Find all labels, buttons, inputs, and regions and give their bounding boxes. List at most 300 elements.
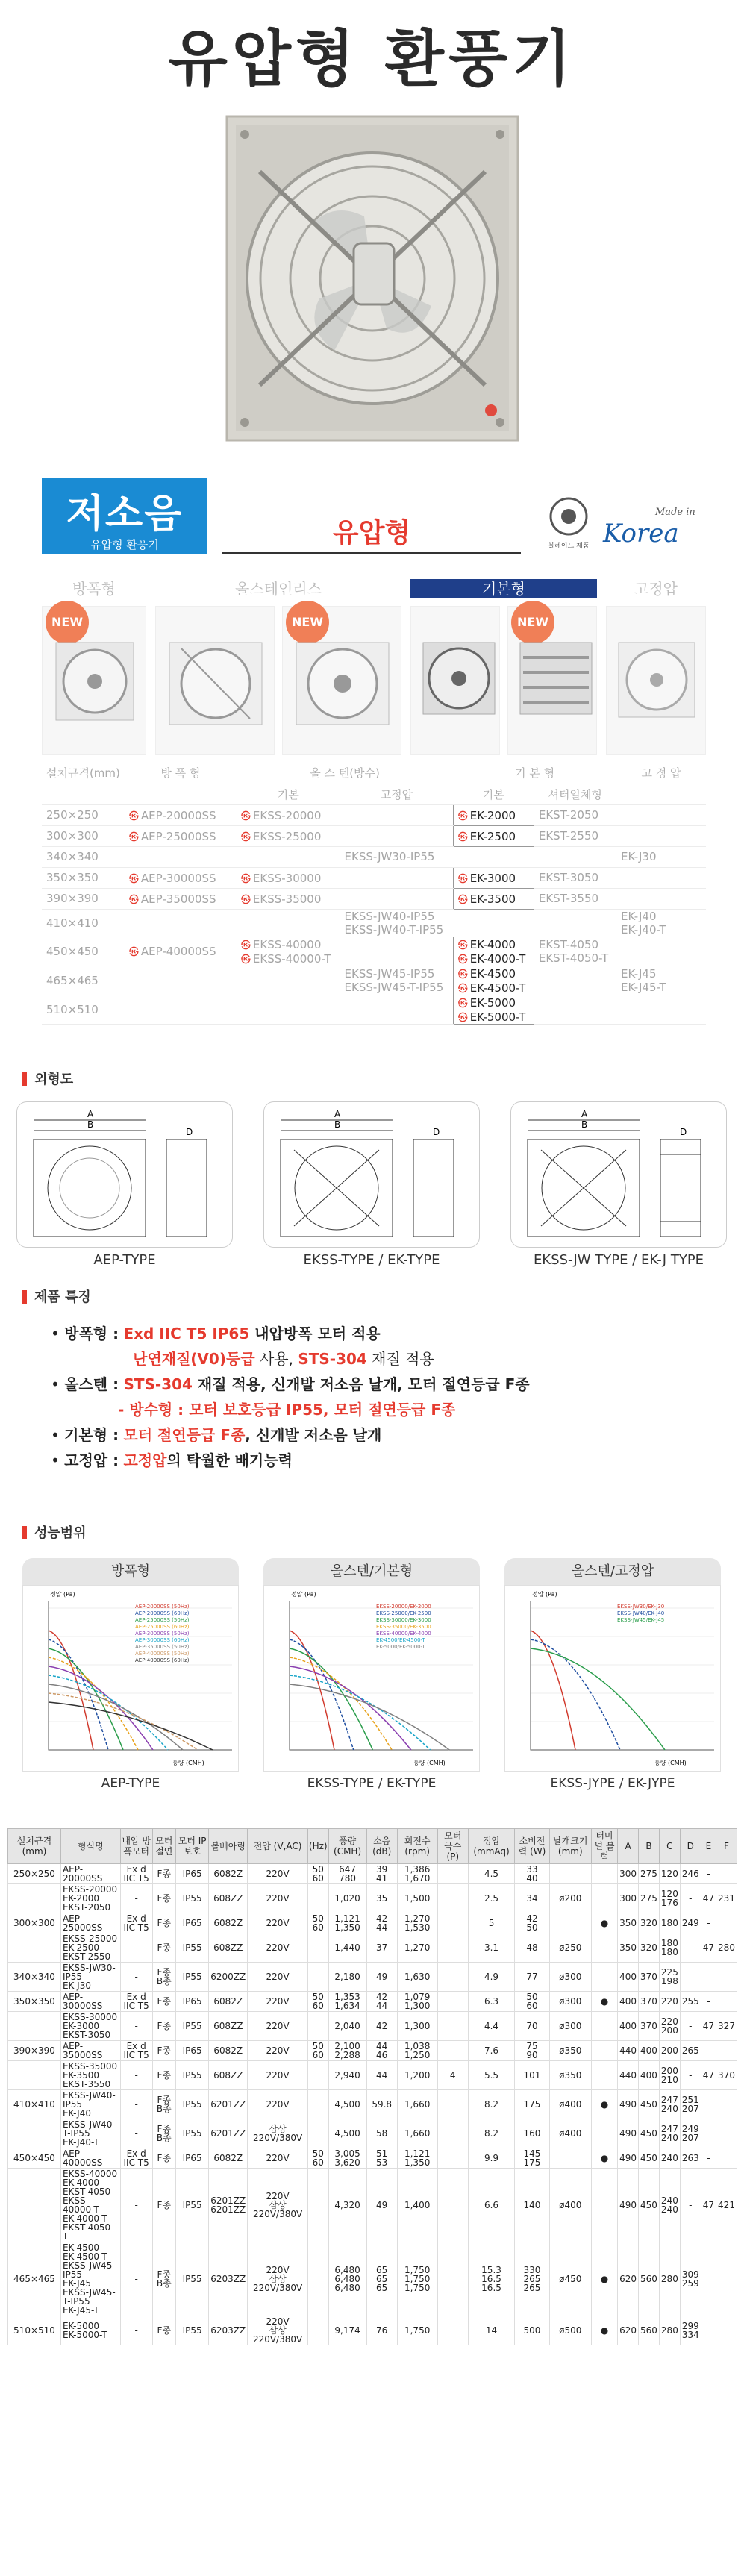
grid-cell — [340, 937, 454, 966]
category-stainless: 올스테인리스 — [235, 580, 322, 598]
spec-cell — [8, 2169, 61, 2242]
spec-row — [8, 1963, 737, 1992]
spec-cell-text: EK-J45 — [62, 2278, 91, 2289]
explosion-mark-icon: ㉿ — [240, 894, 251, 906]
series-curve — [290, 1684, 449, 1750]
explosion-mark-icon: ㉿ — [457, 983, 468, 995]
spec-cell-text: 450 — [640, 2153, 657, 2163]
spec-cell — [152, 2012, 175, 2041]
spec-cell-text: F종 — [157, 1869, 172, 1879]
series-curve — [531, 1648, 665, 1750]
spec-cell — [248, 2119, 308, 2148]
spec-cell — [307, 2061, 328, 2090]
spec-cell — [701, 2169, 716, 2242]
product-card-ekj — [606, 606, 706, 755]
spec-row — [8, 2041, 737, 2061]
dim-caption-aep: AEP-TYPE — [93, 1252, 156, 1268]
spec-cell-text: 255 — [681, 1996, 699, 2007]
spec-cell — [152, 1913, 175, 1933]
spec-cell-text: ● — [600, 2099, 609, 2110]
spec-cell — [515, 1913, 550, 1933]
spec-cell — [468, 1992, 514, 2012]
spec-cell — [397, 2119, 437, 2148]
spec-cell — [248, 2041, 308, 2061]
spec-cell-text: F종 — [157, 2095, 172, 2105]
spec-cell — [209, 2148, 248, 2169]
spec-cell — [328, 1884, 366, 1913]
spec-cell — [307, 1933, 328, 1963]
spec-cell-text: 220V — [266, 2153, 290, 2163]
spec-cell-text: 220V — [266, 2045, 290, 2056]
spec-cell-text: 370 — [640, 1996, 657, 2007]
spec-cell — [8, 2148, 61, 2169]
spec-cell — [120, 2119, 152, 2148]
spec-cell — [366, 2169, 397, 2242]
spec-cell — [639, 1992, 660, 2012]
spec-cell — [120, 1992, 152, 2012]
spec-cell-text: ø300 — [559, 1996, 582, 2007]
spec-cell — [468, 2148, 514, 2169]
spec-cell-text: 220V — [266, 1918, 290, 1928]
spec-cell — [680, 1992, 701, 2012]
spec-cell-text: 47 — [702, 2021, 715, 2031]
explosion-mark-icon: ㉿ — [128, 810, 139, 822]
grid-cell-text: AEP-40000SS — [140, 945, 216, 958]
spec-cell-text: 1,660 — [404, 2128, 431, 2139]
spec-cell — [591, 1963, 617, 1992]
explosion-mark-icon: ㉿ — [457, 969, 468, 981]
spec-cell — [8, 2242, 61, 2316]
spec-cell-text: EKST-3050 — [62, 2030, 111, 2040]
spec-cell-text: 삼상220V/380V — [252, 2200, 303, 2219]
spec-cell — [701, 1933, 716, 1963]
grid-cell — [616, 825, 706, 846]
spec-cell — [659, 2169, 680, 2242]
spec-cell — [716, 1913, 737, 1933]
spec-cell — [468, 2242, 514, 2316]
dim-drawing-ekss — [263, 1101, 480, 1248]
spec-cell — [437, 1913, 468, 1933]
spec-cell-text: 220V — [266, 1972, 290, 1982]
spec-cell — [175, 2169, 208, 2242]
spec-cell — [701, 1913, 716, 1933]
spec-header: 정압 (mmAq) — [468, 1829, 514, 1864]
spec-cell-text: 440 — [619, 2045, 637, 2056]
spec-cell — [8, 1963, 61, 1992]
spec-cell-text: 5.5 — [484, 2070, 499, 2081]
spec-cell-text: 1,121 — [334, 1913, 360, 1924]
spec-cell — [716, 1864, 737, 1884]
series-curve — [290, 1666, 411, 1750]
legend-entry: EK-5000/EK-5000-T — [376, 1644, 425, 1650]
spec-cell-text: 180 — [660, 1947, 678, 1957]
spec-cell-text: 70 — [526, 2021, 538, 2031]
product-card-ekss — [155, 606, 275, 755]
grid-cell — [237, 825, 340, 846]
x-axis-label: 풍량 (CMH) — [413, 1760, 446, 1766]
grid-cell — [616, 937, 706, 966]
feature-explosion: • 방폭형 : Exd IIC T5 IP65 내압방폭 모터 적용 — [51, 1325, 381, 1342]
spec-cell-text: 247 — [660, 2124, 678, 2134]
spec-cell-text: ø400 — [559, 2128, 582, 2139]
grid-row — [42, 966, 706, 995]
grid-cell-text: EK-5000-T — [469, 1010, 526, 1024]
grid-cell — [237, 867, 340, 888]
spec-cell-text: 40 — [526, 1873, 538, 1883]
spec-cell-text: ● — [600, 2325, 609, 2336]
grid-row — [42, 937, 706, 966]
grid-cell — [340, 804, 454, 825]
spec-cell-text: 250×250 — [13, 1869, 55, 1879]
spec-cell-text: 400 — [619, 1996, 637, 2007]
feature-highlight: STS-304 — [123, 1375, 193, 1393]
spec-cell — [120, 1933, 152, 1963]
spec-cell — [175, 2090, 208, 2119]
spec-cell — [8, 1992, 61, 2012]
spec-cell — [618, 2148, 639, 2169]
spec-cell-text: 200 — [660, 2066, 678, 2076]
spec-cell-text: ø200 — [559, 1893, 582, 1904]
spec-cell — [549, 2169, 591, 2242]
spec-cell — [397, 2242, 437, 2316]
grid-cell — [237, 888, 340, 909]
spec-cell-text: 33 — [526, 1864, 538, 1875]
spec-cell-text: 608ZZ — [213, 2070, 243, 2081]
spec-cell-text: 145 — [523, 2148, 541, 2159]
spec-cell — [397, 1864, 437, 1884]
spec-cell — [468, 1913, 514, 1933]
spec-cell-text: 120 — [660, 1869, 678, 1879]
spec-cell-text: 42 — [526, 1913, 538, 1924]
legend-entry: EKSS-30000/EK-3000 — [376, 1617, 431, 1623]
spec-cell — [328, 2041, 366, 2061]
spec-cell-text: 6201ZZ — [210, 2195, 246, 2206]
fan-thumb-icon — [53, 628, 137, 740]
feature-text: 재질 적용 — [366, 1350, 434, 1368]
spec-cell — [209, 1913, 248, 1933]
spec-cell-text: AEP-25000SS — [62, 1913, 103, 1933]
spec-cell-text: 1,660 — [404, 2099, 431, 2110]
grid-cell — [453, 966, 534, 995]
spec-cell — [515, 2169, 550, 2242]
spec-cell — [175, 2119, 208, 2148]
spec-cell — [591, 1992, 617, 2012]
spec-cell-text: 309 — [681, 2269, 699, 2280]
spec-cell-text: 60 — [312, 2157, 324, 2168]
spec-cell — [397, 2169, 437, 2242]
svg-text:A: A — [334, 1109, 341, 1119]
grid-cell-text: EK-2500 — [469, 829, 516, 843]
series-curve — [531, 1639, 620, 1750]
grid-cell-text: AEP-35000SS — [140, 892, 216, 906]
spec-cell — [515, 1864, 550, 1884]
grid-cell — [237, 937, 340, 966]
spec-cell — [397, 1913, 437, 1933]
spec-cell-text: 280 — [718, 1942, 735, 1953]
feature-stainless: • 올스텐 : STS-304 재질 적용, 신개발 저소음 날개, 모터 절연등급 F종 — [51, 1375, 530, 1393]
spec-cell — [437, 2012, 468, 2041]
spec-cell-text: F종 — [157, 1893, 172, 1904]
spec-cell-text: 1,250 — [404, 2050, 431, 2060]
spec-cell — [120, 1884, 152, 1913]
spec-cell-text: 3,005 — [334, 2148, 360, 2159]
spec-cell — [680, 2090, 701, 2119]
spec-cell — [680, 2012, 701, 2041]
spec-cell — [60, 1963, 120, 1992]
spec-cell — [248, 2090, 308, 2119]
spec-cell — [307, 1864, 328, 1884]
spec-cell-text: - — [134, 1942, 138, 1953]
spec-cell — [60, 1992, 120, 2012]
spec-cell — [701, 1884, 716, 1913]
spec-cell — [307, 2090, 328, 2119]
spec-cell-text: 6201ZZ — [210, 2204, 246, 2215]
spec-cell-text: EKSS-30000 — [62, 2012, 118, 2022]
spec-cell-text: 160 — [523, 2128, 541, 2139]
grid-cell — [125, 825, 237, 846]
spec-cell — [60, 1864, 120, 1884]
spec-cell-text: 6082Z — [213, 2045, 243, 2056]
legend-entry: EKSS-JW40/EK-J40 — [617, 1610, 665, 1616]
spec-cell-text: 50 — [312, 1864, 324, 1875]
spec-cell — [248, 2242, 308, 2316]
grid-cell — [125, 995, 237, 1024]
spec-cell-text: 75 — [526, 2041, 538, 2051]
spec-cell — [248, 2316, 308, 2345]
spec-cell — [366, 2012, 397, 2041]
spec-cell — [60, 2169, 120, 2242]
spec-cell-text: 450 — [640, 2128, 657, 2139]
spec-header: 모터 절연 — [152, 1829, 175, 1864]
spec-cell — [701, 2119, 716, 2148]
grid-sub-high: 고정압 — [340, 784, 454, 804]
spec-cell-text: Ex d IIC T5 — [123, 1864, 149, 1883]
spec-cell — [716, 1933, 737, 1963]
spec-cell — [549, 2119, 591, 2148]
spec-cell — [120, 2012, 152, 2041]
spec-cell-text: - — [707, 1918, 710, 1928]
spec-cell — [591, 2012, 617, 2041]
spec-row — [8, 2169, 737, 2242]
spec-cell-text: Ex d IIC T5 — [123, 2148, 149, 2168]
grid-cell-text: EKST-2550 — [538, 829, 599, 842]
spec-cell-text: 50 — [312, 2041, 324, 2051]
spec-cell-text: 4,500 — [334, 2099, 360, 2110]
spec-cell — [175, 2012, 208, 2041]
dim-caption-ekss: EKSS-TYPE / EK-TYPE — [303, 1252, 440, 1268]
performance-tab: 올스텐/고정압 — [504, 1558, 721, 1585]
spec-cell — [175, 2041, 208, 2061]
spec-cell — [366, 2061, 397, 2090]
grid-cell — [453, 804, 534, 825]
spec-cell-text: 15.3 — [481, 2265, 501, 2275]
series-curve — [49, 1675, 168, 1750]
spec-cell-text: - — [689, 1893, 693, 1904]
spec-cell — [659, 1992, 680, 2012]
spec-cell-text: 6,480 — [334, 2274, 360, 2284]
spec-cell-text: 2,100 — [334, 2041, 360, 2051]
spec-cell — [639, 2316, 660, 2345]
spec-cell-text: 370 — [640, 2021, 657, 2031]
spec-cell-text: - — [707, 1869, 710, 1879]
spec-cell-text: 48 — [526, 1942, 538, 1953]
spec-cell-text: - — [707, 2045, 710, 2056]
feature-text: 내압방폭 모터 적용 — [249, 1325, 381, 1342]
spec-cell-text: 200 — [660, 2045, 678, 2056]
spec-cell — [618, 2090, 639, 2119]
grid-cell — [616, 909, 706, 937]
performance-caption: AEP-TYPE — [101, 1776, 160, 1791]
spec-cell-text: 47 — [702, 1893, 715, 1904]
new-badge: NEW — [511, 601, 554, 644]
spec-cell — [152, 1963, 175, 1992]
spec-cell — [152, 2090, 175, 2119]
spec-cell-text: ø450 — [559, 2274, 582, 2284]
feature-highlight: STS-304 — [298, 1350, 367, 1368]
grid-cell — [534, 825, 616, 846]
spec-cell-text: IP65 — [182, 1996, 202, 2007]
spec-cell-text: 440 — [619, 2070, 637, 2081]
spec-cell-text: 1,200 — [404, 2070, 431, 2081]
spec-cell — [680, 2169, 701, 2242]
spec-cell-text: 49 — [376, 2200, 388, 2210]
x-axis-label: 풍량 (CMH) — [654, 1760, 687, 1766]
explosion-mark-icon: ㉿ — [457, 873, 468, 885]
spec-cell — [366, 1933, 397, 1963]
korea-text: Korea — [603, 519, 679, 548]
legend-entry: AEP-30000SS (50Hz) — [135, 1631, 190, 1636]
feature-label: 기본형 : — [64, 1426, 119, 1444]
spec-cell-text: 608ZZ — [213, 2021, 243, 2031]
spec-cell — [248, 2012, 308, 2041]
grid-cell — [616, 804, 706, 825]
explosion-mark-icon: ㉿ — [457, 810, 468, 822]
spec-cell-text: 4.9 — [484, 1972, 499, 1982]
grid-cell — [534, 846, 616, 867]
spec-header: A — [618, 1829, 639, 1864]
spec-cell-text: ø350 — [559, 2045, 582, 2056]
spec-cell-text: IP55 — [182, 1972, 202, 1982]
spec-cell — [328, 1933, 366, 1963]
spec-cell-text: 35 — [376, 1893, 388, 1904]
spec-header: (Hz) — [307, 1829, 328, 1864]
spec-cell-text: 1,350 — [334, 1922, 360, 1933]
spec-cell-text: 200 — [660, 2025, 678, 2036]
spec-cell-text: 2.5 — [484, 1893, 499, 1904]
spec-cell — [468, 2090, 514, 2119]
spec-cell — [397, 1933, 437, 1963]
spec-cell-text: 249 — [681, 1918, 699, 1928]
spec-cell-text: 3,620 — [334, 2157, 360, 2168]
spec-cell-text: EKSS-20000 — [62, 1884, 118, 1895]
spec-cell — [591, 1884, 617, 1913]
spec-cell — [175, 2242, 208, 2316]
explosion-mark-icon: ㉿ — [128, 831, 139, 843]
brand-logo — [543, 495, 594, 552]
spec-cell-text: 400 — [619, 1972, 637, 1982]
spec-cell-text: IP55 — [182, 2325, 202, 2336]
spec-cell-text: 6082Z — [213, 2153, 243, 2163]
spec-cell-text: ● — [600, 2274, 609, 2284]
spec-cell — [175, 2316, 208, 2345]
spec-cell-text: - — [134, 2128, 138, 2139]
grid-cell-text: EK-J40 — [621, 909, 657, 923]
grid-cell — [125, 966, 237, 995]
grid-row — [42, 804, 706, 825]
spec-cell-text: 50 — [526, 1922, 538, 1933]
spec-cell-text: EK-4000 — [62, 2178, 100, 2188]
spec-cell — [60, 2090, 120, 2119]
spec-cell-text: ø250 — [559, 1942, 582, 1953]
dimension-drawing-icon — [511, 1102, 728, 1248]
spec-cell-text: EK-5000-T — [62, 2330, 107, 2340]
spec-cell — [716, 2090, 737, 2119]
spec-cell-text: 280 — [660, 2274, 678, 2284]
spec-cell-text: 330 — [523, 2265, 541, 2275]
spec-cell — [701, 2041, 716, 2061]
spec-cell-text: IP65 — [182, 1918, 202, 1928]
spec-cell-text: 400 — [640, 2070, 657, 2081]
spec-cell — [701, 1992, 716, 2012]
svg-text:B: B — [87, 1119, 94, 1130]
spec-cell-text: ø400 — [559, 2200, 582, 2210]
spec-cell-text: 465×465 — [13, 2274, 55, 2284]
spec-cell-text: EKST-2550 — [62, 1951, 111, 1962]
grid-cell-text: EK-J30 — [621, 850, 657, 863]
spec-cell-text: 220V — [266, 2316, 290, 2327]
category-explosion-proof: 방폭형 — [72, 580, 116, 598]
spec-cell — [248, 1963, 308, 1992]
spec-cell-text: - — [134, 2274, 138, 2284]
feature-highlight: 난연재질(V0)등급 — [133, 1350, 255, 1368]
spec-cell — [8, 1884, 61, 1913]
spec-cell-text: 47 — [702, 2200, 715, 2210]
spec-cell — [618, 2316, 639, 2345]
spec-cell — [618, 1913, 639, 1933]
spec-cell-text: 101 — [523, 2070, 541, 2081]
legend-entry: AEP-25000SS (60Hz) — [135, 1624, 190, 1630]
grid-cell-text: AEP-20000SS — [140, 808, 216, 822]
spec-cell — [701, 1963, 716, 1992]
spec-cell-text: 37 — [376, 1942, 388, 1953]
spec-cell — [515, 2148, 550, 2169]
spec-cell-text: IP55 — [182, 1893, 202, 1904]
spec-cell-text: B종 — [156, 2104, 172, 2114]
hero-fan-image — [222, 112, 522, 445]
spec-cell — [639, 1884, 660, 1913]
grid-header-high-static: 고 정 압 — [616, 763, 706, 784]
feature-high-static: • 고정압 : 고정압의 탁월한 배기능력 — [51, 1451, 293, 1469]
performance-tab: 방폭형 — [22, 1558, 239, 1585]
explosion-mark-icon: ㉿ — [240, 940, 251, 951]
spec-cell-text: EKST-2050 — [62, 1902, 111, 1913]
spec-cell-text: EK-4000-T — [62, 2213, 107, 2224]
x-axis-label: 풍량 (CMH) — [172, 1760, 204, 1766]
features-heading: 제품 특징 — [22, 1287, 91, 1306]
spec-cell — [639, 1864, 660, 1884]
feature-text: 사용, — [254, 1350, 298, 1368]
spec-cell — [701, 2090, 716, 2119]
grid-cell — [42, 995, 125, 1024]
explosion-mark-icon: ㉿ — [457, 894, 468, 906]
spec-cell-text: 350×350 — [13, 1996, 55, 2007]
spec-cell — [468, 2041, 514, 2061]
grid-cell — [125, 909, 237, 937]
grid-cell-text: 350×350 — [46, 871, 99, 884]
grid-cell-text: 390×390 — [46, 892, 99, 905]
performance-chart — [22, 1585, 239, 1772]
spec-cell-text: 490 — [619, 2200, 637, 2210]
